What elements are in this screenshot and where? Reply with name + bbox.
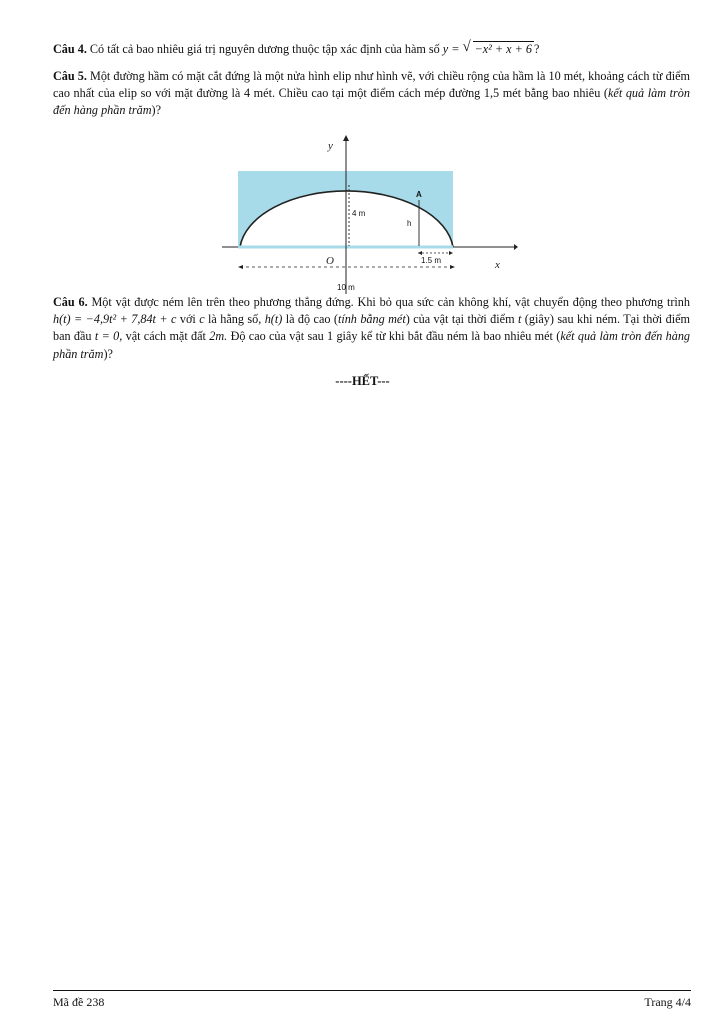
question-6-text-9: )? [103, 346, 113, 361]
dim-left-arrow-icon [418, 251, 422, 255]
question-6-text-3: là hằng số, [208, 312, 262, 327]
question-6-text-1: Một vật được ném lên trên theo phương thẳng đứng. Khi bỏ qua sức cản không khí, vật chuyển động theo phương trình [91, 295, 690, 309]
sqrt-icon: √ [462, 39, 471, 55]
question-6-italic-2: kết quả làm tròn đến hàng phần trăm [53, 329, 691, 361]
x-axis-arrow-icon [514, 244, 518, 250]
question-4-radicand: −x² + x + 6 [474, 42, 532, 56]
question-6-text-5: ) của vật tại thời điểm [405, 312, 515, 327]
x-axis-label: x [495, 259, 500, 271]
end-mark: ----HẾT--- [335, 374, 390, 388]
y-axis-arrow-icon [343, 135, 349, 141]
question-6-equation: h(t) = −4,9t² + 7,84t + c [53, 312, 177, 327]
question-6-label: Câu 6. [53, 295, 88, 309]
dim-10-right-arrow-icon [450, 265, 455, 269]
question-4-qmark: ? [533, 42, 540, 56]
question-5 [53, 68, 690, 120]
dist-1-5m-label: 1.5 m [421, 256, 442, 265]
page-number: Trang 4/4 [644, 995, 691, 1009]
question-4 [53, 41, 690, 58]
question-6-2m: 2m. [209, 329, 228, 344]
tunnel-figure [222, 134, 518, 294]
question-4-label: Câu 4. [53, 42, 87, 56]
height-h-label: h [407, 219, 412, 228]
dim-10-left-arrow-icon [238, 265, 243, 269]
question-6-t: t [517, 312, 522, 327]
question-6-text-6: (giây) sau khi ném. Tại thời điểm ban đầu [53, 312, 690, 344]
question-6-text-4: là độ cao ( [285, 312, 338, 327]
question-6-text-2: với [179, 312, 196, 327]
question-6-ht: h(t) [264, 312, 283, 327]
question-4-sqrt [463, 41, 534, 58]
origin-label: O [326, 255, 334, 267]
question-5-italic: kết quả làm tròn đến hàng phần trăm [53, 86, 690, 118]
dim-right-arrow-icon [449, 251, 453, 255]
width-10m-label: 10 m [337, 283, 355, 292]
height-4m-label: 4 m [352, 209, 366, 218]
question-6-c: c [199, 312, 205, 327]
point-a-label: A [416, 190, 422, 199]
question-6-text-8: Độ cao của vật sau 1 giây kể từ khi bắt đầu ném là bao nhiêu mét ( [230, 329, 561, 344]
question-5-text-a: Một đường hầm có mặt cắt đứng là một nửa hình elip như hình vẽ, với chiều rộng của hầm là 10 mét, khoảng cách từ điểm cao nhất của elip so với mặt đường là 4 mét. Chiều cao tại một điểm cách mép đường 1,5 mét bằng bao nhiêu ( [53, 69, 690, 101]
question-5-text-b: )? [151, 103, 161, 118]
question-6 [53, 294, 690, 363]
question-6-t0: t = 0, [94, 329, 123, 344]
question-6-text-7: vật cách mặt đất [125, 329, 206, 344]
question-4-function-lhs: y = [442, 42, 460, 56]
question-6-italic-1: tính bằng mét [337, 312, 406, 327]
question-5-label: Câu 5. [53, 69, 87, 83]
y-axis-label: y [328, 140, 333, 152]
exam-code: Mã đề 238 [53, 995, 105, 1009]
question-4-text: Có tất cả bao nhiêu giá trị nguyên dương thuộc tập xác định của hàm số [89, 42, 440, 56]
footer-divider [53, 990, 691, 991]
